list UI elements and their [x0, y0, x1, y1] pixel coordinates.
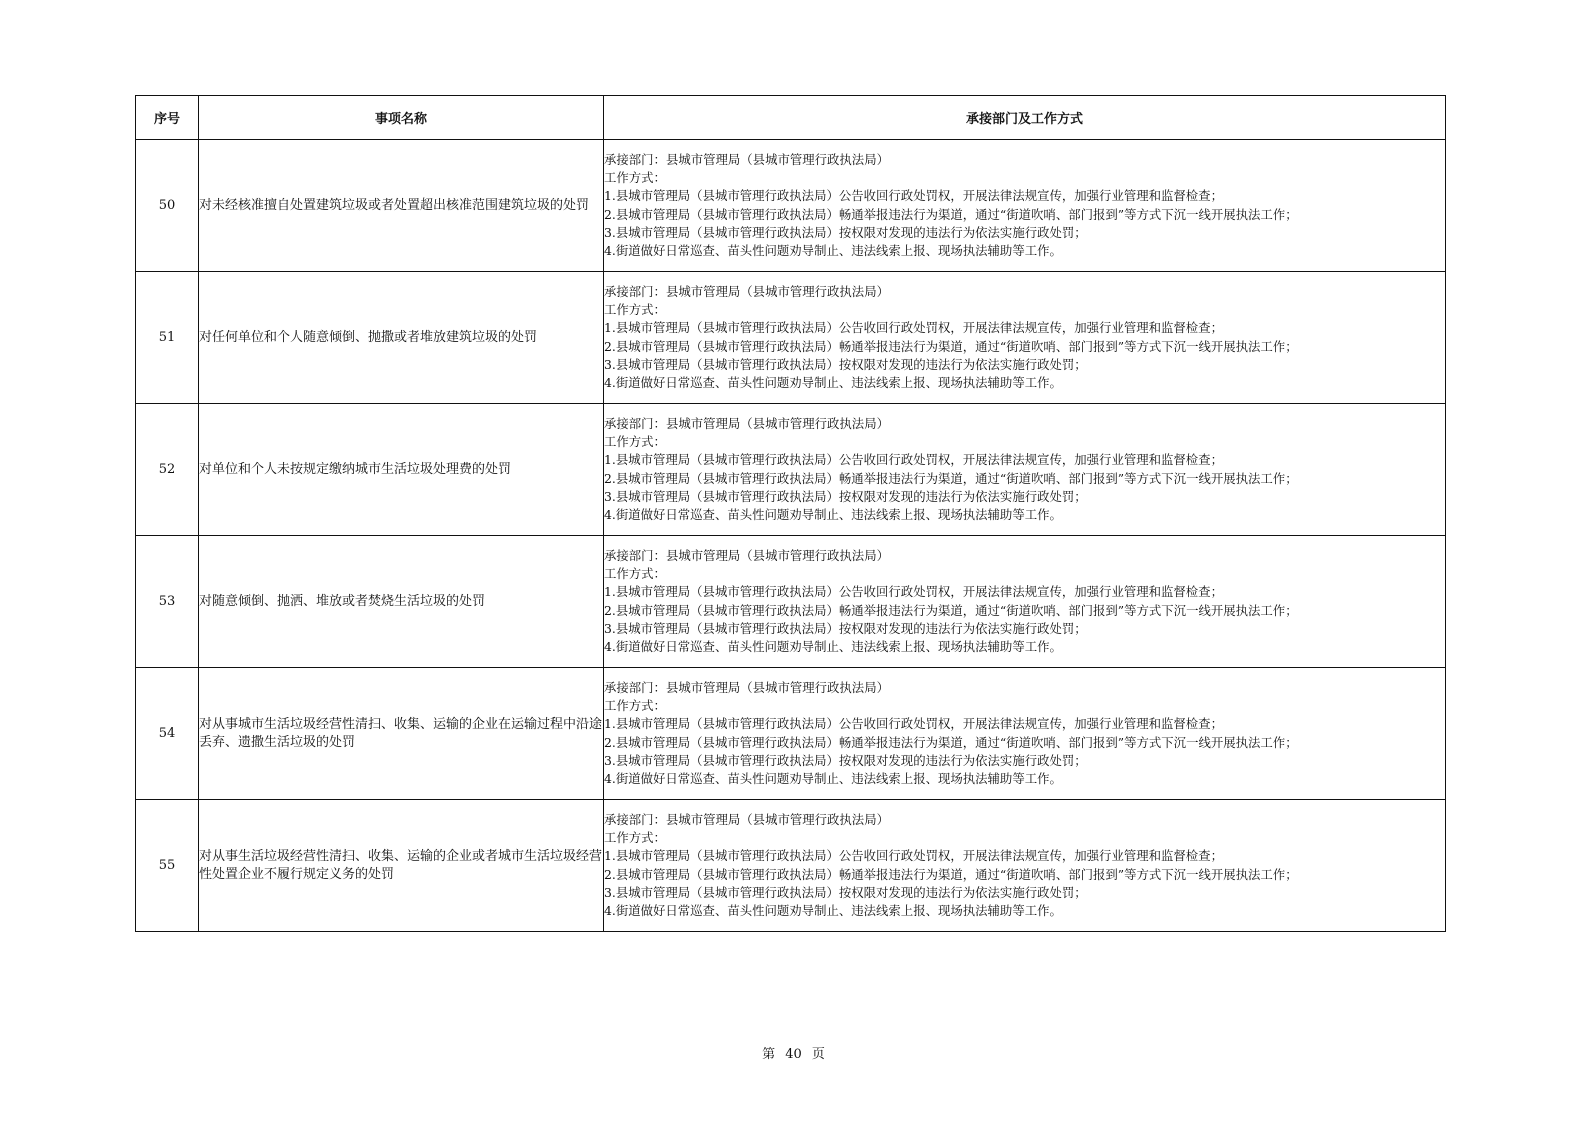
method-line: 2.县城市管理局（县城市管理行政执法局）畅通举报违法行为渠道，通过“街道吹哨、部门报到”等方式下沉一线开展执法工作；: [604, 206, 1298, 222]
method-line: 1.县城市管理局（县城市管理行政执法局）公告收回行政处罚权，开展法律法规宣传，加强行业管理和监督检查；: [604, 848, 1223, 864]
method-line: 2.县城市管理局（县城市管理行政执法局）畅通举报违法行为渠道，通过“街道吹哨、部门报到”等方式下沉一线开展执法工作；: [604, 602, 1298, 618]
method-line: 工作方式：: [604, 566, 666, 582]
method-line: 3.县城市管理局（县城市管理行政执法局）按权限对发现的违法行为依法实施行政处罚；: [604, 356, 1087, 372]
header-item-name: 事项名称: [199, 96, 604, 140]
method-line: 承接部门：县城市管理局（县城市管理行政执法局）: [604, 679, 889, 695]
method-line: 2.县城市管理局（县城市管理行政执法局）畅通举报违法行为渠道，通过“街道吹哨、部门报到”等方式下沉一线开展执法工作；: [604, 338, 1298, 354]
table-row: [136, 404, 1446, 536]
method-line: 承接部门：县城市管理局（县城市管理行政执法局）: [604, 547, 889, 563]
row-seq: 51: [136, 272, 199, 404]
method-line: 2.县城市管理局（县城市管理行政执法局）畅通举报违法行为渠道，通过“街道吹哨、部门报到”等方式下沉一线开展执法工作；: [604, 734, 1298, 750]
header-department-method: 承接部门及工作方式: [604, 96, 1446, 140]
method-line: 工作方式：: [604, 170, 666, 186]
method-line: 承接部门：县城市管理局（县城市管理行政执法局）: [604, 415, 889, 431]
method-line: 承接部门：县城市管理局（县城市管理行政执法局）: [604, 283, 889, 299]
page-footer: [0, 1043, 1587, 1062]
method-line: 1.县城市管理局（县城市管理行政执法局）公告收回行政处罚权，开展法律法规宣传，加强行业管理和监督检查；: [604, 452, 1223, 468]
method-line: 4.街道做好日常巡查、苗头性问题劝导制止、违法线索上报、现场执法辅助等工作。: [604, 902, 1062, 918]
row-seq: 55: [136, 800, 199, 932]
table-row: [136, 668, 1446, 800]
row-item-name: 对从事生活垃圾经营性清扫、收集、运输的企业或者城市生活垃圾经营性处置企业不履行规定义务的处罚: [199, 800, 604, 932]
items-table: [135, 95, 1446, 932]
method-line: 4.街道做好日常巡查、苗头性问题劝导制止、违法线索上报、现场执法辅助等工作。: [604, 374, 1062, 390]
method-line: 3.县城市管理局（县城市管理行政执法局）按权限对发现的违法行为依法实施行政处罚；: [604, 884, 1087, 900]
row-method: [604, 404, 1446, 536]
method-line: 4.街道做好日常巡查、苗头性问题劝导制止、违法线索上报、现场执法辅助等工作。: [604, 770, 1062, 786]
row-method: [604, 536, 1446, 668]
method-line: 3.县城市管理局（县城市管理行政执法局）按权限对发现的违法行为依法实施行政处罚；: [604, 224, 1087, 240]
row-item-name: 对单位和个人未按规定缴纳城市生活垃圾处理费的处罚: [199, 404, 604, 536]
table-row: [136, 272, 1446, 404]
method-line: 承接部门：县城市管理局（县城市管理行政执法局）: [604, 151, 889, 167]
method-line: 1.县城市管理局（县城市管理行政执法局）公告收回行政处罚权，开展法律法规宣传，加强行业管理和监督检查；: [604, 320, 1223, 336]
method-line: 1.县城市管理局（县城市管理行政执法局）公告收回行政处罚权，开展法律法规宣传，加强行业管理和监督检查；: [604, 188, 1223, 204]
method-line: 3.县城市管理局（县城市管理行政执法局）按权限对发现的违法行为依法实施行政处罚；: [604, 620, 1087, 636]
row-seq: 54: [136, 668, 199, 800]
method-line: 1.县城市管理局（县城市管理行政执法局）公告收回行政处罚权，开展法律法规宣传，加强行业管理和监督检查；: [604, 716, 1223, 732]
method-line: 工作方式：: [604, 698, 666, 714]
table-row: [136, 536, 1446, 668]
table-row: [136, 800, 1446, 932]
method-line: 工作方式：: [604, 830, 666, 846]
method-line: 工作方式：: [604, 434, 666, 450]
row-seq: 50: [136, 140, 199, 272]
method-line: 3.县城市管理局（县城市管理行政执法局）按权限对发现的违法行为依法实施行政处罚；: [604, 752, 1087, 768]
header-seq: 序号: [136, 96, 199, 140]
page-number-prefix: 第: [762, 1047, 776, 1062]
method-line: 4.街道做好日常巡查、苗头性问题劝导制止、违法线索上报、现场执法辅助等工作。: [604, 242, 1062, 258]
page-number: 40: [785, 1047, 802, 1062]
method-line: 4.街道做好日常巡查、苗头性问题劝导制止、违法线索上报、现场执法辅助等工作。: [604, 638, 1062, 654]
row-item-name: 对未经核准擅自处置建筑垃圾或者处置超出核准范围建筑垃圾的处罚: [199, 140, 604, 272]
page-number-suffix: 页: [811, 1047, 825, 1062]
row-item-name: 对任何单位和个人随意倾倒、抛撒或者堆放建筑垃圾的处罚: [199, 272, 604, 404]
table-header-row: [136, 96, 1446, 140]
row-method: [604, 140, 1446, 272]
row-method: [604, 668, 1446, 800]
method-line: 工作方式：: [604, 302, 666, 318]
method-line: 4.街道做好日常巡查、苗头性问题劝导制止、违法线索上报、现场执法辅助等工作。: [604, 506, 1062, 522]
row-method: [604, 272, 1446, 404]
method-line: 1.县城市管理局（县城市管理行政执法局）公告收回行政处罚权，开展法律法规宣传，加强行业管理和监督检查；: [604, 584, 1223, 600]
row-seq: 53: [136, 536, 199, 668]
table-row: [136, 140, 1446, 272]
method-line: 承接部门：县城市管理局（县城市管理行政执法局）: [604, 811, 889, 827]
method-line: 2.县城市管理局（县城市管理行政执法局）畅通举报违法行为渠道，通过“街道吹哨、部门报到”等方式下沉一线开展执法工作；: [604, 866, 1298, 882]
row-item-name: 对从事城市生活垃圾经营性清扫、收集、运输的企业在运输过程中沿途丢弃、遗撒生活垃圾的处罚: [199, 668, 604, 800]
row-item-name: 对随意倾倒、抛洒、堆放或者焚烧生活垃圾的处罚: [199, 536, 604, 668]
method-line: 2.县城市管理局（县城市管理行政执法局）畅通举报违法行为渠道，通过“街道吹哨、部门报到”等方式下沉一线开展执法工作；: [604, 470, 1298, 486]
row-method: [604, 800, 1446, 932]
method-line: 3.县城市管理局（县城市管理行政执法局）按权限对发现的违法行为依法实施行政处罚；: [604, 488, 1087, 504]
row-seq: 52: [136, 404, 199, 536]
